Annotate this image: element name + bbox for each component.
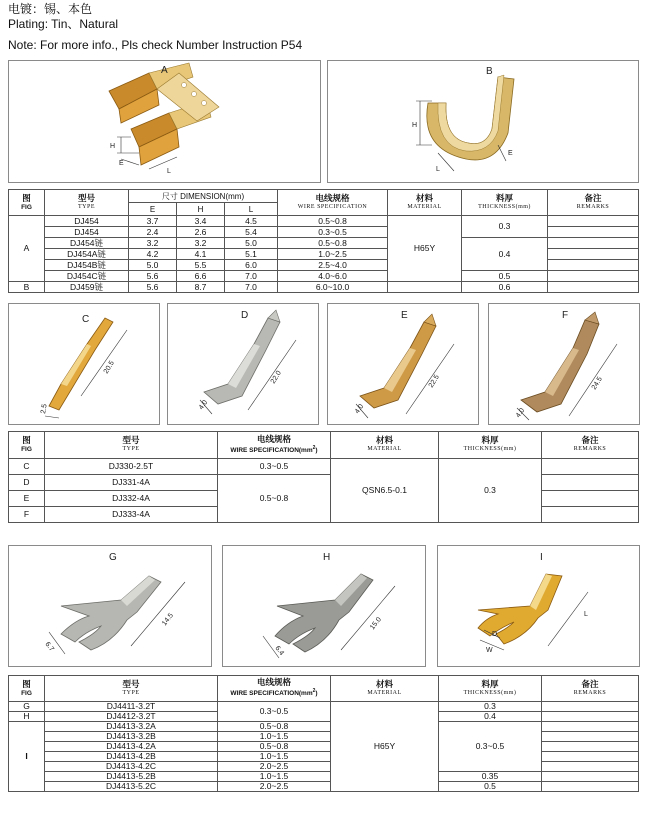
t1-h: 3.4 <box>177 216 225 227</box>
terminal-e-image <box>328 304 478 424</box>
t1-h-e: E <box>129 203 177 216</box>
t1-l: 7.0 <box>225 282 278 293</box>
t1-h-material: 材料 MATERIAL <box>388 190 462 216</box>
t1-l: 7.0 <box>225 271 278 282</box>
t3-type: DJ4413-5.2C <box>45 782 218 792</box>
t1-thick-2: 0.4 <box>462 238 548 271</box>
photo-i-label: I <box>540 552 543 563</box>
photo-h-dim-width: 6.4 <box>273 644 285 657</box>
t3-type: DJ4413-4.2B <box>45 752 218 762</box>
t1-type: DJ454 <box>45 227 129 238</box>
t1-thick-4: 0.6 <box>462 282 548 293</box>
t3-remark <box>542 702 639 712</box>
t1-wire: 0.5~0.8 <box>278 216 388 227</box>
terminal-g-image <box>9 546 211 666</box>
t3-wire: 2.0~2.5 <box>218 782 331 792</box>
photo-f-label: F <box>562 310 569 321</box>
t2-h-fig: 图 FIG <box>9 432 45 459</box>
table-row <box>9 752 639 762</box>
photo-b-label: B <box>486 66 493 77</box>
photo-h-label: H <box>323 552 331 563</box>
photo-i-dim-d: D <box>492 631 498 638</box>
photo-a-dim-e: E <box>119 160 124 167</box>
t2-fig: F <box>9 507 45 523</box>
t2-type: DJ330-2.5T <box>45 459 218 475</box>
t3-wire: 1.0~1.5 <box>218 732 331 742</box>
spec-table-3 <box>8 675 639 792</box>
photo-e-dim-length: 22.5 <box>427 373 441 390</box>
t3-thick-2: 0.4 <box>439 712 542 722</box>
t3-wire: 0.5~0.8 <box>218 722 331 732</box>
t1-h-remarks: 备注 REMARKS <box>548 190 639 216</box>
photo-d-label: D <box>241 310 249 321</box>
photo-f <box>488 303 640 425</box>
t1-h-l: L <box>225 203 278 216</box>
table-row <box>9 282 639 293</box>
t1-l: 5.1 <box>225 249 278 260</box>
t1-e: 5.6 <box>129 271 177 282</box>
t1-h: 2.6 <box>177 227 225 238</box>
t3-material: H65Y <box>331 702 439 792</box>
t1-remark <box>548 216 639 227</box>
photo-e-dim-width: 4.0 <box>353 403 366 416</box>
terminal-d-image <box>168 304 318 424</box>
t3-remark <box>542 722 639 732</box>
t1-l: 5.4 <box>225 227 278 238</box>
plating-title-en: Plating: Tin、Natural <box>8 17 119 31</box>
photo-i-dim-length: L <box>584 611 588 618</box>
t1-thick-1: 0.3 <box>462 216 548 238</box>
photo-e <box>327 303 479 425</box>
t3-h-fig: 图 FIG <box>9 676 45 702</box>
t1-fig-a: A <box>9 216 45 282</box>
t3-remark <box>542 742 639 752</box>
t2-remark <box>542 475 639 491</box>
table-row <box>9 762 639 772</box>
t3-remark <box>542 772 639 782</box>
t1-h: 3.2 <box>177 238 225 249</box>
t1-h: 4.1 <box>177 249 225 260</box>
t1-h-thickness: 料厚 THICKNESS(mm) <box>462 190 548 216</box>
t2-h-material: 材料 MATERIAL <box>331 432 439 459</box>
t1-e: 3.2 <box>129 238 177 249</box>
t1-type: DJ454链 <box>45 238 129 249</box>
t1-e: 2.4 <box>129 227 177 238</box>
t3-wire: 1.0~1.5 <box>218 772 331 782</box>
photo-c-label: C <box>82 314 90 325</box>
t3-remark <box>542 782 639 792</box>
t3-wire: 2.0~2.5 <box>218 762 331 772</box>
table-row <box>9 271 639 282</box>
t1-type: DJ454A链 <box>45 249 129 260</box>
t2-h-type: 型号 TYPE <box>45 432 218 459</box>
t1-thick-3: 0.5 <box>462 271 548 282</box>
t1-h-wire: 电线规格 WIRE SPECIFICATION <box>278 190 388 216</box>
photo-b-dim-h: H <box>412 122 418 129</box>
plating-title-cn: 电镀：锡、本色 <box>8 2 93 16</box>
t1-l: 6.0 <box>225 260 278 271</box>
photo-g-dim-width: 6.7 <box>43 640 55 653</box>
photo-g-label: G <box>109 552 117 563</box>
t1-material: H65Y <box>388 216 462 282</box>
photo-h-dim-length: 15.0 <box>369 616 383 632</box>
t2-h-wire: 电线规格 WIRE $SPECIFICATION(mm^2)$ <box>218 432 331 459</box>
table-row <box>9 722 639 732</box>
t1-type: DJ454B链 <box>45 260 129 271</box>
photo-a-dim-l: L <box>167 168 171 175</box>
t2-type: DJ331-4A <box>45 475 218 491</box>
terminal-b-image <box>328 61 638 182</box>
note-text: Note: For more info., Pls check Number Instruction P54 <box>8 38 303 52</box>
photo-a-dim-h: H <box>110 143 116 150</box>
t3-type: DJ4413-4.2A <box>45 742 218 752</box>
t3-h-type: 型号 TYPE <box>45 676 218 702</box>
photo-g <box>8 545 212 667</box>
photo-g-dim-length: 14.5 <box>161 612 175 628</box>
photo-b-dim-l: L <box>436 166 440 173</box>
terminal-h-image <box>223 546 425 666</box>
t1-h-dimension: 尺寸 DIMENSION(mm) <box>129 190 278 203</box>
table-row <box>9 782 639 792</box>
t2-wire-def: 0.5~0.8 <box>218 475 331 523</box>
t3-type: DJ4411-3.2T <box>45 702 218 712</box>
t3-remark <box>542 752 639 762</box>
t1-remark <box>548 260 639 271</box>
table-row <box>9 475 639 491</box>
photo-d-dim-length: 22.0 <box>269 369 283 386</box>
t2-type: DJ333-4A <box>45 507 218 523</box>
photo-i <box>437 545 640 667</box>
t1-remark <box>548 271 639 282</box>
t1-remark <box>548 227 639 238</box>
t2-remark <box>542 491 639 507</box>
t1-l: 5.0 <box>225 238 278 249</box>
t3-remark <box>542 712 639 722</box>
t1-material-b <box>388 282 462 293</box>
t2-wire-c: 0.3~0.5 <box>218 459 331 475</box>
t3-remark <box>542 732 639 742</box>
t3-type: DJ4412-3.2T <box>45 712 218 722</box>
photo-d-dim-width: 4.0 <box>197 399 210 412</box>
spec-table-2 <box>8 431 639 523</box>
t1-wire: 4.0~6.0 <box>278 271 388 282</box>
t3-wire: 0.5~0.8 <box>218 742 331 752</box>
photo-d <box>167 303 319 425</box>
table-row <box>9 216 639 227</box>
photo-f-dim-length: 24.5 <box>590 375 604 392</box>
t1-wire: 1.0~2.5 <box>278 249 388 260</box>
t1-remark <box>548 238 639 249</box>
t2-thickness: 0.3 <box>439 459 542 523</box>
t1-h-fig: 图 FIG <box>9 190 45 216</box>
t2-remark <box>542 459 639 475</box>
t1-l: 4.5 <box>225 216 278 227</box>
photo-a <box>8 60 321 183</box>
t3-thick-4: 0.35 <box>439 772 542 782</box>
t3-h-thickness: 料厚 THICKNESS(mm) <box>439 676 542 702</box>
t3-type: DJ4413-5.2B <box>45 772 218 782</box>
t1-type: DJ454C链 <box>45 271 129 282</box>
t1-e: 5.6 <box>129 282 177 293</box>
t3-fig-h: H <box>9 712 45 722</box>
t1-wire: 2.5~4.0 <box>278 260 388 271</box>
t2-remark <box>542 507 639 523</box>
t3-wire: 1.0~1.5 <box>218 752 331 762</box>
t1-remark <box>548 249 639 260</box>
t1-h: 6.6 <box>177 271 225 282</box>
table-row <box>9 702 639 712</box>
terminal-i-image <box>438 546 639 666</box>
t1-type: DJ454 <box>45 216 129 227</box>
t2-fig: C <box>9 459 45 475</box>
t3-thick-3: 0.3~0.5 <box>439 722 542 772</box>
t1-h: 5.5 <box>177 260 225 271</box>
t3-type: DJ4413-4.2C <box>45 762 218 772</box>
table-row <box>9 238 639 249</box>
t1-fig-b: B <box>9 282 45 293</box>
t2-type: DJ332-4A <box>45 491 218 507</box>
photo-b-dim-e: E <box>508 150 513 157</box>
photo-c-dim-width: 2.5 <box>40 403 49 415</box>
t1-h-h: H <box>177 203 225 216</box>
photo-f-dim-width: 4.0 <box>514 407 527 420</box>
t1-type: DJ459链 <box>45 282 129 293</box>
photo-c <box>8 303 160 425</box>
t1-h: 8.7 <box>177 282 225 293</box>
t1-remark <box>548 282 639 293</box>
table-row <box>9 742 639 752</box>
t3-wire-gh: 0.3~0.5 <box>218 702 331 722</box>
photo-h <box>222 545 426 667</box>
t3-thick-1: 0.3 <box>439 702 542 712</box>
t1-wire: 6.0~10.0 <box>278 282 388 293</box>
t2-material: QSN6.5-0.1 <box>331 459 439 523</box>
t1-e: 3.7 <box>129 216 177 227</box>
t3-thick-5: 0.5 <box>439 782 542 792</box>
t1-wire: 0.3~0.5 <box>278 227 388 238</box>
t3-h-material: 材料 MATERIAL <box>331 676 439 702</box>
t3-fig-i: I <box>9 722 45 792</box>
t3-h-wire: 电线规格 WIRE $SPECIFICATION(mm^2)$ <box>218 676 331 702</box>
t1-h-type: 型号 TYPE <box>45 190 129 216</box>
photo-i-dim-w: W <box>486 647 493 654</box>
t2-h-thickness: 料厚 THICKNESS(mm) <box>439 432 542 459</box>
photo-a-label: A <box>161 65 168 76</box>
table-row <box>9 732 639 742</box>
table-row <box>9 459 639 475</box>
t1-e: 4.2 <box>129 249 177 260</box>
t3-h-remarks: 备注 REMARKS <box>542 676 639 702</box>
terminal-a-image <box>9 61 320 182</box>
table-row <box>9 772 639 782</box>
t1-wire: 0.5~0.8 <box>278 238 388 249</box>
t2-h-remarks: 备注 REMARKS <box>542 432 639 459</box>
t3-fig-g: G <box>9 702 45 712</box>
terminal-f-image <box>489 304 639 424</box>
t2-fig: D <box>9 475 45 491</box>
terminal-c-image <box>9 304 159 424</box>
t3-remark <box>542 762 639 772</box>
t3-type: DJ4413-3.2A <box>45 722 218 732</box>
photo-e-label: E <box>401 310 408 321</box>
t1-e: 5.0 <box>129 260 177 271</box>
spec-table-1 <box>8 189 639 293</box>
t2-fig: E <box>9 491 45 507</box>
t3-type: DJ4413-3.2B <box>45 732 218 742</box>
photo-b <box>327 60 639 183</box>
photo-c-dim-length: 20.5 <box>102 359 116 376</box>
